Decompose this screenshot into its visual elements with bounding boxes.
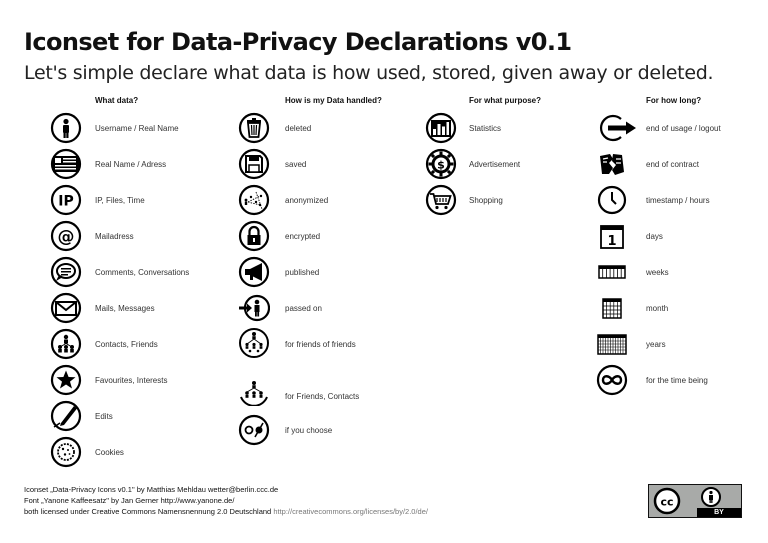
page-subtitle: Let's simple declare what data is how used, stored, given away or deleted. [24, 62, 714, 84]
credits-line-iconset [24, 484, 428, 495]
font-url-link[interactable]: http://www.yanone.de/ [160, 496, 235, 505]
item-label: Cookies [95, 448, 124, 457]
credits [24, 484, 428, 517]
infinity-icon [596, 364, 628, 396]
column-header: What data? [95, 96, 139, 105]
envelope-icon [50, 292, 82, 324]
anonymized-icon [238, 184, 270, 216]
credits-line-font [24, 495, 428, 506]
by-label: BY [697, 508, 741, 517]
at-sign-icon [50, 220, 82, 252]
floppy-disk-icon [238, 148, 270, 180]
item-label: Mails, Messages [95, 304, 155, 313]
item-label: month [646, 304, 669, 313]
item-label: end of usage / logout [646, 124, 721, 133]
list-item [238, 374, 418, 414]
day-calendar-icon [596, 220, 628, 252]
trash-icon [238, 112, 270, 144]
pass-on-icon [238, 292, 270, 324]
column-header: For what purpose? [469, 96, 541, 105]
list-item [50, 112, 230, 148]
item-label: anonymized [285, 196, 329, 205]
list-item [50, 328, 230, 364]
list-item [596, 292, 766, 328]
clock-icon [596, 184, 628, 216]
credits-license: both licensed under Creative Commons Namensnennung 2.0 Deutschland [24, 507, 272, 516]
contacts-icon [50, 328, 82, 360]
list-item [50, 292, 230, 328]
cc-by-license-badge[interactable] [648, 484, 742, 518]
friends-of-friends-icon [238, 326, 270, 358]
list-item [425, 112, 595, 148]
ip-icon [50, 184, 82, 216]
list-item [425, 148, 595, 184]
list-item [50, 256, 230, 292]
page-title: Iconset for Data-Privacy Declarations v0.1 [24, 28, 572, 56]
list-item [425, 184, 595, 220]
cookie-icon [50, 436, 82, 468]
list-item [238, 148, 418, 184]
friends-contacts-icon [238, 374, 270, 406]
speech-bubble-icon [50, 256, 82, 288]
item-label: if you choose [285, 426, 333, 435]
week-calendar-icon [596, 256, 628, 288]
list-item [596, 256, 766, 292]
column-header: How is my Data handled? [285, 96, 382, 105]
credits-font: Font „Yanone Kaffeesatz" by Jan Gerner [24, 496, 159, 505]
shopping-cart-icon [425, 184, 457, 216]
list-item [50, 184, 230, 220]
item-label: IP, Files, Time [95, 196, 145, 205]
list-item [50, 148, 230, 184]
item-label: Comments, Conversations [95, 268, 190, 277]
day-calendar-number: 1 [607, 234, 617, 249]
item-label: saved [285, 160, 307, 169]
list-item [238, 292, 418, 328]
item-label: timestamp / hours [646, 196, 710, 205]
item-label: Advertisement [469, 160, 521, 169]
item-label: end of contract [646, 160, 699, 169]
svg-text:IP: IP [58, 193, 74, 210]
list-item [238, 220, 418, 256]
credits-author: Iconset „Data-Privacy Icons v0.1" by Matthias Mehldau [24, 485, 206, 494]
item-label: Edits [95, 412, 113, 421]
year-calendar-icon [596, 328, 628, 360]
list-item [238, 112, 418, 148]
list-item [596, 112, 766, 148]
list-item [596, 328, 766, 364]
item-label: published [285, 268, 320, 277]
list-item [50, 436, 230, 472]
item-label: Shopping [469, 196, 503, 205]
svg-text:@: @ [57, 227, 75, 247]
statistics-icon [425, 112, 457, 144]
logout-arrow-icon [596, 112, 640, 144]
item-label: days [646, 232, 663, 241]
list-item [238, 328, 418, 368]
item-label: years [646, 340, 666, 349]
list-item [596, 184, 766, 220]
list-item [50, 364, 230, 400]
item-label: Favourites, Interests [95, 376, 168, 385]
item-label: Real Name / Adress [95, 160, 167, 169]
person-icon [50, 112, 82, 144]
list-item [596, 220, 766, 256]
item-label: weeks [646, 268, 669, 277]
list-item [238, 414, 418, 450]
list-item [50, 400, 230, 436]
month-calendar-icon [596, 292, 628, 324]
list-item [238, 184, 418, 220]
author-email-link[interactable]: wetter@berlin.ccc.de [208, 485, 279, 494]
torn-contract-icon [596, 148, 628, 180]
item-label: Statistics [469, 124, 502, 133]
item-label: deleted [285, 124, 312, 133]
item-label: Contacts, Friends [95, 340, 158, 349]
column-header: For how long? [646, 96, 702, 105]
credits-line-license [24, 506, 428, 517]
item-label: passed on [285, 304, 322, 313]
list-item [596, 364, 766, 400]
license-url-link[interactable]: http://creativecommons.org/licenses/by/2.0/de/ [273, 507, 428, 516]
list-item [596, 148, 766, 184]
item-label: Username / Real Name [95, 124, 179, 133]
item-label: Mailadress [95, 232, 134, 241]
megaphone-icon [238, 256, 270, 288]
list-item [50, 220, 230, 256]
dollar-gear-icon [425, 148, 457, 180]
item-label: encrypted [285, 232, 321, 241]
item-label: for friends of friends [285, 340, 356, 349]
item-label: for Friends, Contacts [285, 392, 360, 401]
id-card-icon [50, 148, 82, 180]
svg-text:$: $ [437, 158, 445, 172]
choice-icon [238, 414, 270, 446]
item-label: for the time being [646, 376, 708, 385]
pen-icon [50, 400, 82, 432]
lock-icon [238, 220, 270, 252]
cc-text: cc [660, 495, 674, 509]
list-item [238, 256, 418, 292]
star-icon [50, 364, 82, 396]
